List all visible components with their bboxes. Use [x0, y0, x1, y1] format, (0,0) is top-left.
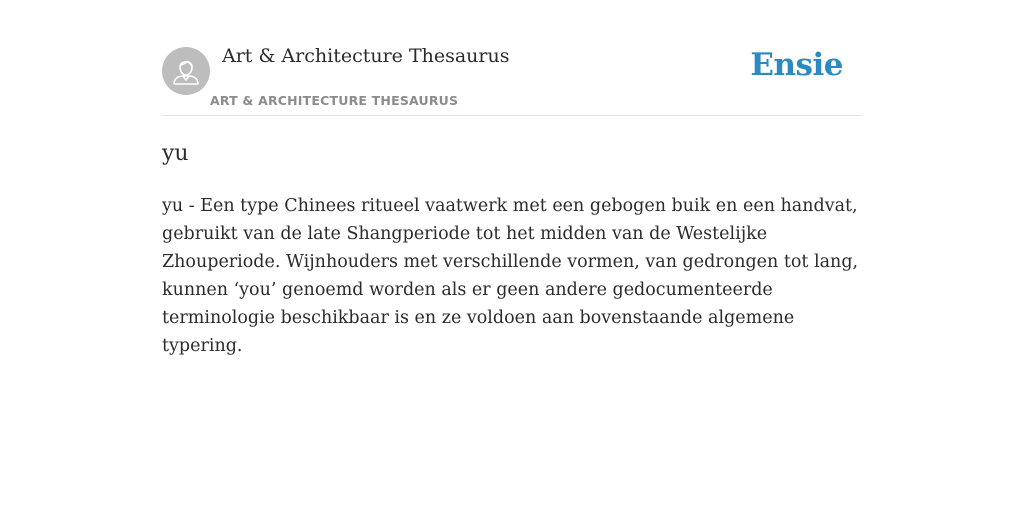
entry-header [162, 0, 862, 116]
source-label[interactable]: ART & ARCHITECTURE THESAURUS [210, 93, 459, 108]
user-avatar-icon[interactable] [162, 47, 210, 95]
entry-term: yu [162, 141, 189, 166]
ensie-logo[interactable]: Ensie [750, 47, 843, 83]
author-name-link[interactable]: Art & Architecture Thesaurus [222, 45, 510, 67]
entry-definition: yu - Een type Chinees ritueel vaatwerk met een gebogen buik en een handvat, gebruikt van de late Shangperiode tot het midden van de Westelijke Zhouperiode. Wijnhouders met verschillende vormen, van gedrongen tot lang, kunnen ‘you’ genoemd worden als er geen andere gedocumenteerde terminologie beschikbaar is en ze voldoen aan bovenstaande algemene typering. [162, 196, 859, 356]
page-container [162, 0, 862, 356]
